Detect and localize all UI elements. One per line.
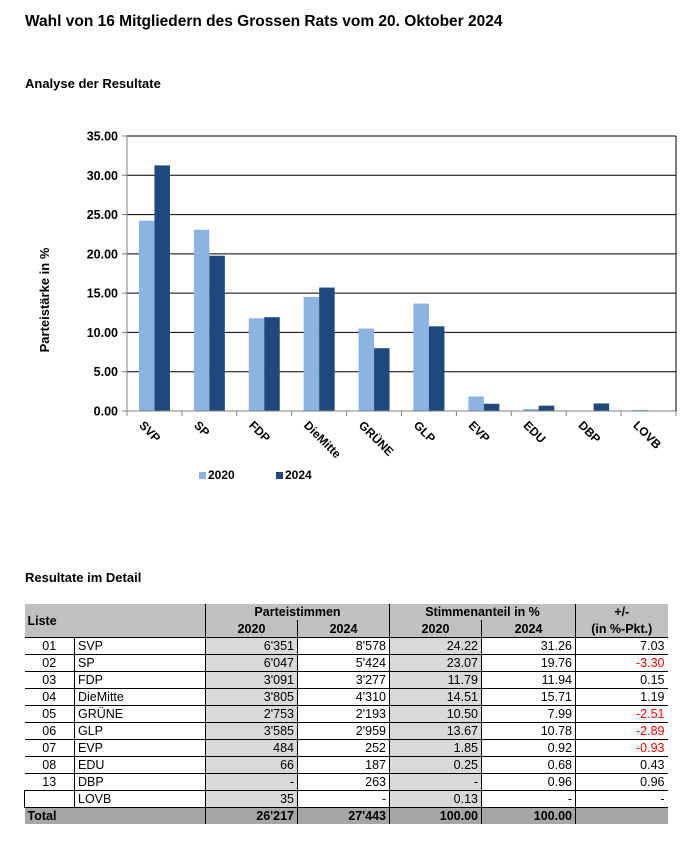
legend-label-2024: 2024 — [285, 468, 312, 482]
list-number-cell: 13 — [25, 774, 75, 791]
votes-2024-cell: 187 — [298, 757, 390, 774]
y-tick-label: 20.00 — [86, 247, 118, 262]
votes-2020-cell: - — [206, 774, 298, 791]
share-2020-cell: 13.67 — [390, 723, 482, 740]
x-tick-label: GLP — [410, 418, 439, 446]
x-tick-label: EDU — [520, 418, 549, 447]
y-tick-labels — [87, 130, 118, 419]
chart-section-heading: Analyse der Resultate — [25, 76, 161, 91]
votes-2024-cell: 4'310 — [298, 689, 390, 706]
bar-2020-FDP — [249, 318, 265, 411]
table-row — [25, 638, 668, 655]
legend-swatch-2020 — [199, 472, 206, 479]
votes-2024-cell: 2'959 — [298, 723, 390, 740]
table-row — [25, 723, 668, 740]
votes-2020-cell: 3'585 — [206, 723, 298, 740]
y-tick-label: 25.00 — [86, 208, 118, 223]
header-liste: Liste — [25, 604, 206, 638]
header-share-2024: 2024 — [482, 620, 576, 637]
bar-2024-GRÜNE — [374, 348, 390, 411]
list-number-cell: 04 — [25, 689, 75, 706]
diff-cell: -2.51 — [576, 706, 668, 723]
table-row — [25, 791, 668, 808]
diff-cell: 0.96 — [576, 774, 668, 791]
votes-2020-cell: 484 — [206, 740, 298, 757]
y-tick-label: 0.00 — [93, 404, 118, 419]
list-number-cell: 07 — [25, 740, 75, 757]
table-row — [25, 757, 668, 774]
share-2024-cell: 10.78 — [482, 723, 576, 740]
votes-2020-cell: 3'091 — [206, 672, 298, 689]
votes-2024-cell: 3'277 — [298, 672, 390, 689]
total-diff — [576, 808, 668, 825]
votes-2020-cell: 6'351 — [206, 638, 298, 655]
table-row — [25, 740, 668, 757]
bars — [139, 165, 649, 411]
bar-2024-EDU — [539, 406, 555, 411]
party-name-cell: SP — [75, 655, 206, 672]
party-name-cell: SVP — [75, 638, 206, 655]
table-row — [25, 672, 668, 689]
header-diff-unit: (in %-Pkt.) — [576, 620, 668, 637]
share-2020-cell: 11.79 — [390, 672, 482, 689]
bar-2020-GLP — [413, 304, 429, 411]
share-2024-cell: 15.71 — [482, 689, 576, 706]
share-2020-cell: 10.50 — [390, 706, 482, 723]
total-votes-2020: 26'217 — [206, 808, 298, 825]
page-title: Wahl von 16 Mitgliedern des Grossen Rats vom 20. Oktober 2024 — [25, 13, 503, 30]
table-row — [25, 774, 668, 791]
header-diff: +/- — [576, 604, 668, 620]
legend-swatch-2024 — [276, 472, 283, 479]
y-tick-label: 5.00 — [93, 365, 118, 380]
diff-cell: 1.19 — [576, 689, 668, 706]
votes-2020-cell: 2'753 — [206, 706, 298, 723]
share-2020-cell: 0.13 — [390, 791, 482, 808]
list-number-cell: 05 — [25, 706, 75, 723]
total-share-2024: 100.00 — [482, 808, 576, 825]
list-number-cell: 01 — [25, 638, 75, 655]
party-name-cell: LOVB — [75, 791, 206, 808]
x-tick-label: DieMitte — [301, 418, 344, 462]
share-2024-cell: 31.26 — [482, 638, 576, 655]
diff-cell: 0.15 — [576, 672, 668, 689]
votes-2020-cell: 6'047 — [206, 655, 298, 672]
share-2020-cell: 23.07 — [390, 655, 482, 672]
x-tick-label: SVP — [136, 418, 164, 446]
share-2020-cell: 0.25 — [390, 757, 482, 774]
diff-cell: -2.89 — [576, 723, 668, 740]
x-tick-labels — [136, 418, 664, 462]
bar-2020-SP — [194, 230, 210, 411]
header-share-2020: 2020 — [390, 620, 482, 637]
party-strength-bar-chart — [0, 120, 698, 490]
bar-2020-EVP — [468, 396, 484, 411]
bar-2020-SVP — [139, 221, 155, 411]
bar-2020-GRÜNE — [359, 329, 375, 412]
votes-2024-cell: 5'424 — [298, 655, 390, 672]
x-tick-label: FDP — [246, 418, 273, 446]
bar-2024-DieMitte — [319, 288, 335, 411]
share-2020-cell: - — [390, 774, 482, 791]
y-tick-label: 15.00 — [86, 286, 118, 301]
y-tick-label: 10.00 — [86, 325, 118, 340]
votes-2024-cell: 2'193 — [298, 706, 390, 723]
share-2020-cell: 1.85 — [390, 740, 482, 757]
share-2024-cell: - — [482, 791, 576, 808]
votes-2024-cell: 252 — [298, 740, 390, 757]
votes-2020-cell: 3'805 — [206, 689, 298, 706]
votes-2024-cell: 8'578 — [298, 638, 390, 655]
bar-2024-SVP — [154, 165, 170, 411]
table-section-heading: Resultate im Detail — [25, 570, 142, 585]
table-row — [25, 706, 668, 723]
x-tick-label: GRÜNE — [355, 418, 397, 459]
legend — [199, 468, 312, 482]
table-row — [25, 689, 668, 706]
party-name-cell: GRÜNE — [75, 706, 206, 723]
diff-cell: - — [576, 791, 668, 808]
list-number-cell: 03 — [25, 672, 75, 689]
x-tick-label: SP — [191, 418, 213, 440]
party-name-cell: EDU — [75, 757, 206, 774]
results-table — [24, 604, 668, 824]
votes-2020-cell: 66 — [206, 757, 298, 774]
party-name-cell: DieMitte — [75, 689, 206, 706]
votes-2020-cell: 35 — [206, 791, 298, 808]
list-number-cell: 08 — [25, 757, 75, 774]
x-tick-label: EVP — [465, 418, 493, 446]
header-stimmenanteil: Stimmenanteil in % — [390, 604, 576, 620]
y-tick-label: 30.00 — [86, 168, 118, 183]
x-tick-label: LOVB — [630, 418, 664, 452]
bar-2024-DBP — [594, 403, 610, 411]
party-name-cell: GLP — [75, 723, 206, 740]
share-2024-cell: 19.76 — [482, 655, 576, 672]
share-2020-cell: 14.51 — [390, 689, 482, 706]
share-2024-cell: 7.99 — [482, 706, 576, 723]
y-tick-label: 35.00 — [86, 129, 118, 144]
bar-2024-FDP — [264, 317, 280, 411]
y-axis-label: Parteistärke in % — [37, 247, 52, 353]
header-votes-2024: 2024 — [298, 620, 390, 637]
diff-cell: 7.03 — [576, 638, 668, 655]
diff-cell: -0.93 — [576, 740, 668, 757]
share-2024-cell: 0.68 — [482, 757, 576, 774]
diff-cell: -3.30 — [576, 655, 668, 672]
total-share-2020: 100.00 — [390, 808, 482, 825]
legend-label-2020: 2020 — [208, 468, 235, 482]
bar-2024-EVP — [484, 404, 500, 411]
total-votes-2024: 27'443 — [298, 808, 390, 825]
total-row — [25, 808, 668, 825]
bar-2024-SP — [209, 256, 225, 411]
list-number-cell: 02 — [25, 655, 75, 672]
share-2020-cell: 24.22 — [390, 638, 482, 655]
share-2024-cell: 11.94 — [482, 672, 576, 689]
table-row — [25, 655, 668, 672]
share-2024-cell: 0.96 — [482, 774, 576, 791]
list-number-cell — [25, 791, 75, 808]
party-name-cell: FDP — [75, 672, 206, 689]
header-votes-2020: 2020 — [206, 620, 298, 637]
list-number-cell: 06 — [25, 723, 75, 740]
header-parteistimmen: Parteistimmen — [206, 604, 390, 620]
total-label: Total — [25, 808, 206, 825]
party-name-cell: EVP — [75, 740, 206, 757]
votes-2024-cell: - — [298, 791, 390, 808]
diff-cell: 0.43 — [576, 757, 668, 774]
bar-2024-GLP — [429, 326, 445, 411]
votes-2024-cell: 263 — [298, 774, 390, 791]
party-name-cell: DBP — [75, 774, 206, 791]
table-header-row-1 — [25, 604, 668, 620]
share-2024-cell: 0.92 — [482, 740, 576, 757]
x-tick-label: DBP — [575, 418, 604, 447]
bar-2020-DieMitte — [304, 297, 320, 411]
